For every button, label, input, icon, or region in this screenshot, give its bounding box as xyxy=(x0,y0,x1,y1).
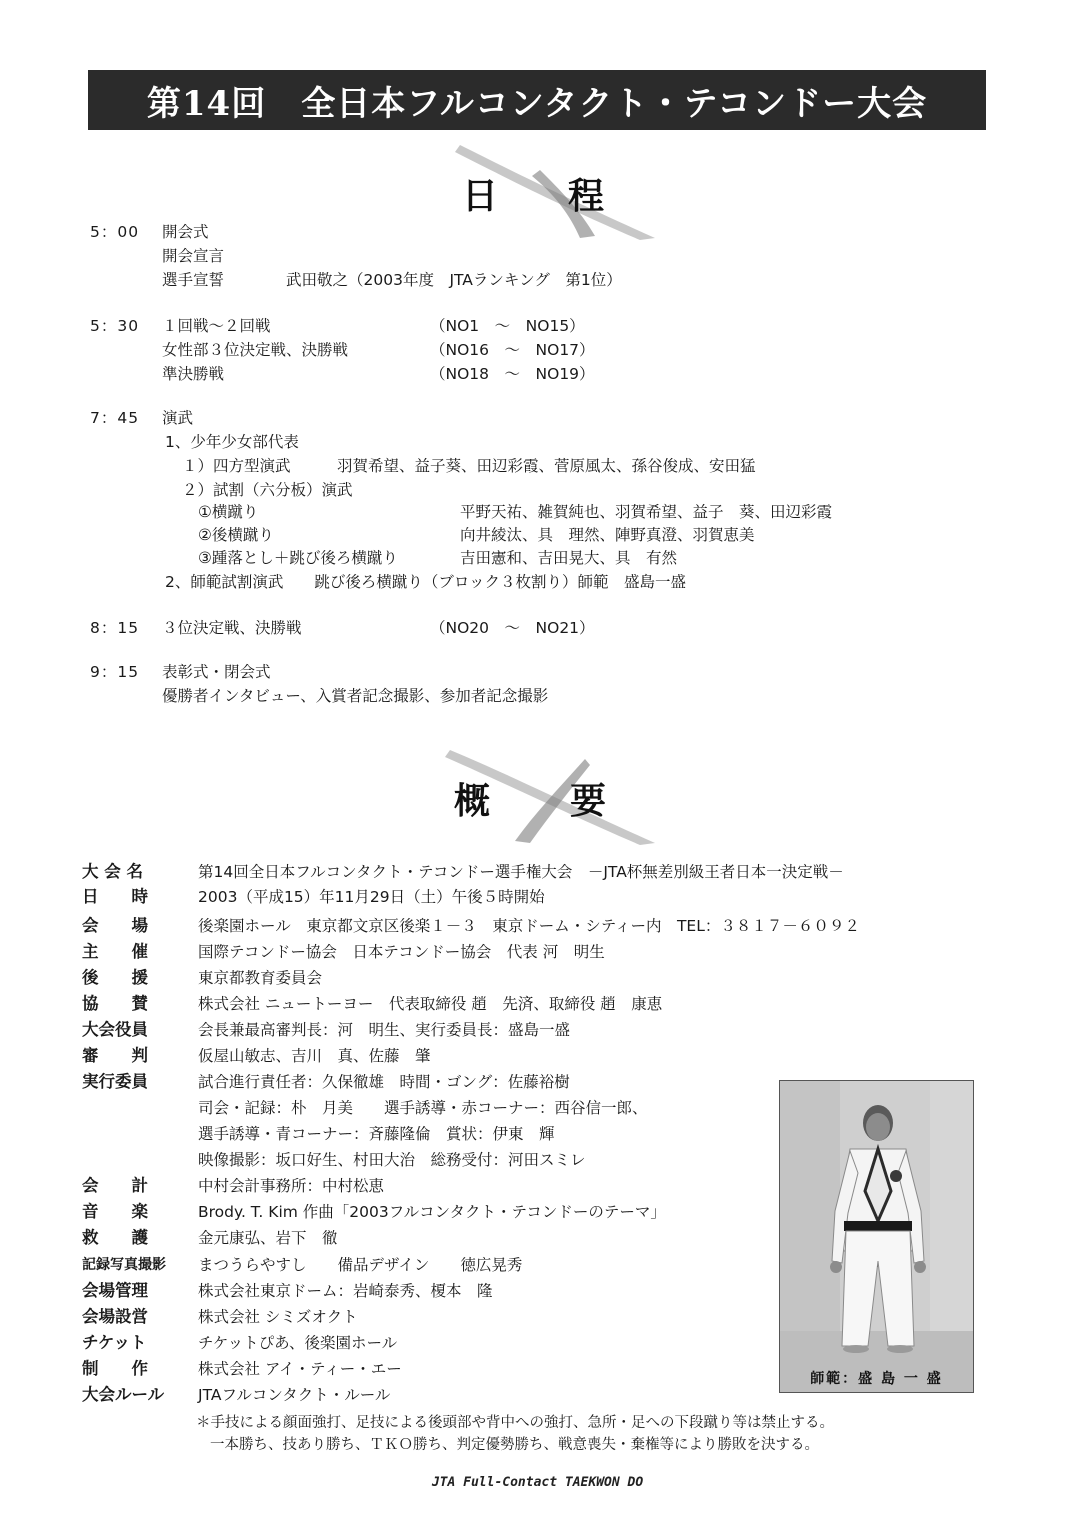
embu-sub1: 1、少年少女部代表 xyxy=(165,433,299,451)
brush-stroke-decoration xyxy=(420,140,680,240)
overview-value: 映像撮影：坂口好生、村田大治 総務受付：河田スミレ xyxy=(198,1151,586,1169)
footer-brand: JTA Full-Contact TAEKWON DO xyxy=(431,1475,644,1490)
overview-value: JTAフルコンタクト・ルール xyxy=(198,1386,391,1404)
schedule-time: 8：15 xyxy=(90,619,140,637)
schedule-line: １回戦～２回戦 xyxy=(162,317,271,335)
overview-heading-char-2: 要 xyxy=(570,780,607,822)
overview-label: 救 護 xyxy=(82,1228,148,1247)
overview-value: 第14回全日本フルコンタクト・テコンドー選手権大会 －JTA杯無差別級王者日本一決定戦－ xyxy=(198,863,844,881)
overview-value: 株式会社 シミズオクト xyxy=(198,1308,358,1326)
embu-kick3-names: 吉田憲和、吉田晃大、具 有然 xyxy=(460,549,678,567)
overview-value: まつうらやすし 備品デザイン 徳広晃秀 xyxy=(198,1256,523,1274)
overview-label: チケット xyxy=(82,1333,147,1352)
schedule-line: 表彰式・閉会式 xyxy=(162,663,271,681)
schedule-time: 7：45 xyxy=(90,409,140,427)
schedule-heading-char-2: 程 xyxy=(568,175,605,217)
schedule-line: 準決勝戦 xyxy=(162,365,225,383)
schedule-line: ３位決定戦、決勝戦 xyxy=(162,619,302,637)
overview-label: 制 作 xyxy=(82,1359,148,1378)
schedule-line: 優勝者インタビュー、入賞者記念撮影、参加者記念撮影 xyxy=(162,687,549,705)
overview-value: 金元康弘、岩下 徹 xyxy=(198,1229,338,1247)
schedule-time: 5：00 xyxy=(90,223,140,241)
overview-value: 司会・記録：朴 月美 選手誘導・赤コーナー：西谷信一郎、 xyxy=(198,1099,648,1117)
overview-value: 株式会社 ニュートーヨー 代表取締役 趙 先済、取締役 趙 康恵 xyxy=(198,995,663,1013)
overview-value: 国際テコンドー協会 日本テコンドー協会 代表 河 明生 xyxy=(198,943,605,961)
overview-label: 大会ルール xyxy=(82,1385,165,1404)
overview-heading-char-1: 概 xyxy=(454,780,491,822)
overview-value: 選手誘導・青コーナー：斉藤隆倫 賞状：伊東 輝 xyxy=(198,1125,555,1143)
photo-caption: 師範：盛 島 一 盛 xyxy=(810,1371,943,1387)
instructor-photo xyxy=(779,1080,974,1393)
overview-value: 東京都教育委員会 xyxy=(198,969,323,987)
embu-item1: １）四方型演武 羽賀希望、益子葵、田辺彩霞、菅原風太、孫谷俊成、安田猛 xyxy=(182,457,756,475)
match-range: （NO20 ～ NO21） xyxy=(430,619,595,637)
embu-kick2: ②後横蹴り xyxy=(198,526,274,544)
overview-label: 実行委員 xyxy=(82,1072,148,1091)
rule-note: ＊手技による顔面強打、足技による後頭部や背中への強打、急所・足への下段蹴り等は禁止する。 xyxy=(196,1415,834,1431)
schedule-line: 開会式 xyxy=(162,223,209,241)
match-range: （NO1 ～ NO15） xyxy=(430,317,585,335)
schedule-line: 開会宣言 xyxy=(162,247,225,265)
rule-note: 一本勝ち、技あり勝ち、ＴＫＯ勝ち、判定優勢勝ち、戦意喪失・棄権等により勝敗を決する。 xyxy=(210,1437,819,1453)
overview-label: 会 場 xyxy=(82,916,148,935)
schedule-line: 演武 xyxy=(162,409,194,427)
overview-value: 2003（平成15）年11月29日（土）午後５時開始 xyxy=(198,888,545,906)
overview-value: 仮屋山敏志、吉川 真、佐藤 肇 xyxy=(198,1047,431,1065)
title-banner xyxy=(88,70,986,130)
embu-item2: ２）試割（六分板）演武 xyxy=(182,481,353,499)
overview-value: 株式会社東京ドーム：岩崎泰秀、榎本 隆 xyxy=(198,1282,493,1300)
overview-label: 会 計 xyxy=(82,1176,148,1195)
overview-value: 中村会計事務所：中村松恵 xyxy=(198,1177,385,1195)
schedule-time: 5：30 xyxy=(90,317,140,335)
overview-value: 後楽園ホール 東京都文京区後楽１－３ 東京ドーム・シティー内 TEL：３８１７－６０９２ xyxy=(198,917,860,935)
overview-label: 協 賛 xyxy=(82,994,148,1013)
schedule-time: 9：15 xyxy=(90,663,140,681)
instructor-figure xyxy=(780,1081,974,1393)
overview-label: 会場設営 xyxy=(82,1307,148,1326)
overview-label: 会場管理 xyxy=(82,1281,148,1300)
overview-label: 音 楽 xyxy=(82,1202,148,1221)
embu-kick3: ③踵落とし＋跳び後ろ横蹴り xyxy=(198,549,398,567)
overview-value: 試合進行責任者：久保徹雄 時間・ゴング：佐藤裕樹 xyxy=(198,1073,570,1091)
embu-kick1-names: 平野天祐、雑賀純也、羽賀希望、益子 葵、田辺彩霞 xyxy=(460,503,833,521)
overview-label: 審 判 xyxy=(82,1046,148,1065)
overview-label: 後 援 xyxy=(82,968,148,987)
overview-label: 日 時 xyxy=(82,887,148,906)
match-range: （NO18 ～ NO19） xyxy=(430,365,595,383)
overview-value: 会長兼最高審判長：河 明生、実行委員長：盛島一盛 xyxy=(198,1021,571,1039)
overview-label: 大会役員 xyxy=(82,1020,148,1039)
overview-label: 主 催 xyxy=(82,942,148,961)
overview-heading xyxy=(420,745,680,845)
overview-label: 大 会 名 xyxy=(82,862,143,881)
page-title: 第14回 全日本フルコンタクト・テコンドー大会 xyxy=(146,83,928,124)
overview-value: 株式会社 アイ・ティー・エー xyxy=(198,1360,402,1378)
schedule-line: 女性部３位決定戦、決勝戦 xyxy=(162,341,349,359)
schedule-heading xyxy=(420,140,680,240)
match-range: （NO16 ～ NO17） xyxy=(430,341,595,359)
embu-sub2: 2、師範試割演武 跳び後ろ横蹴り（ブロック３枚割り）師範 盛島一盛 xyxy=(165,573,687,591)
overview-value: Brody. T. Kim 作曲「2003フルコンタクト・テコンドーのテーマ」 xyxy=(198,1203,666,1221)
overview-value: チケットぴあ、後楽園ホール xyxy=(198,1334,398,1352)
schedule-heading-char-1: 日 xyxy=(462,175,499,217)
overview-label: 記録写真撮影 xyxy=(82,1257,166,1273)
schedule-line: 選手宣誓 武田敬之（2003年度 JTAランキング 第1位） xyxy=(162,271,622,289)
embu-kick2-names: 向井綾汰、具 理然、陣野真澄、羽賀恵美 xyxy=(460,526,755,544)
embu-kick1: ①横蹴り xyxy=(198,503,259,521)
